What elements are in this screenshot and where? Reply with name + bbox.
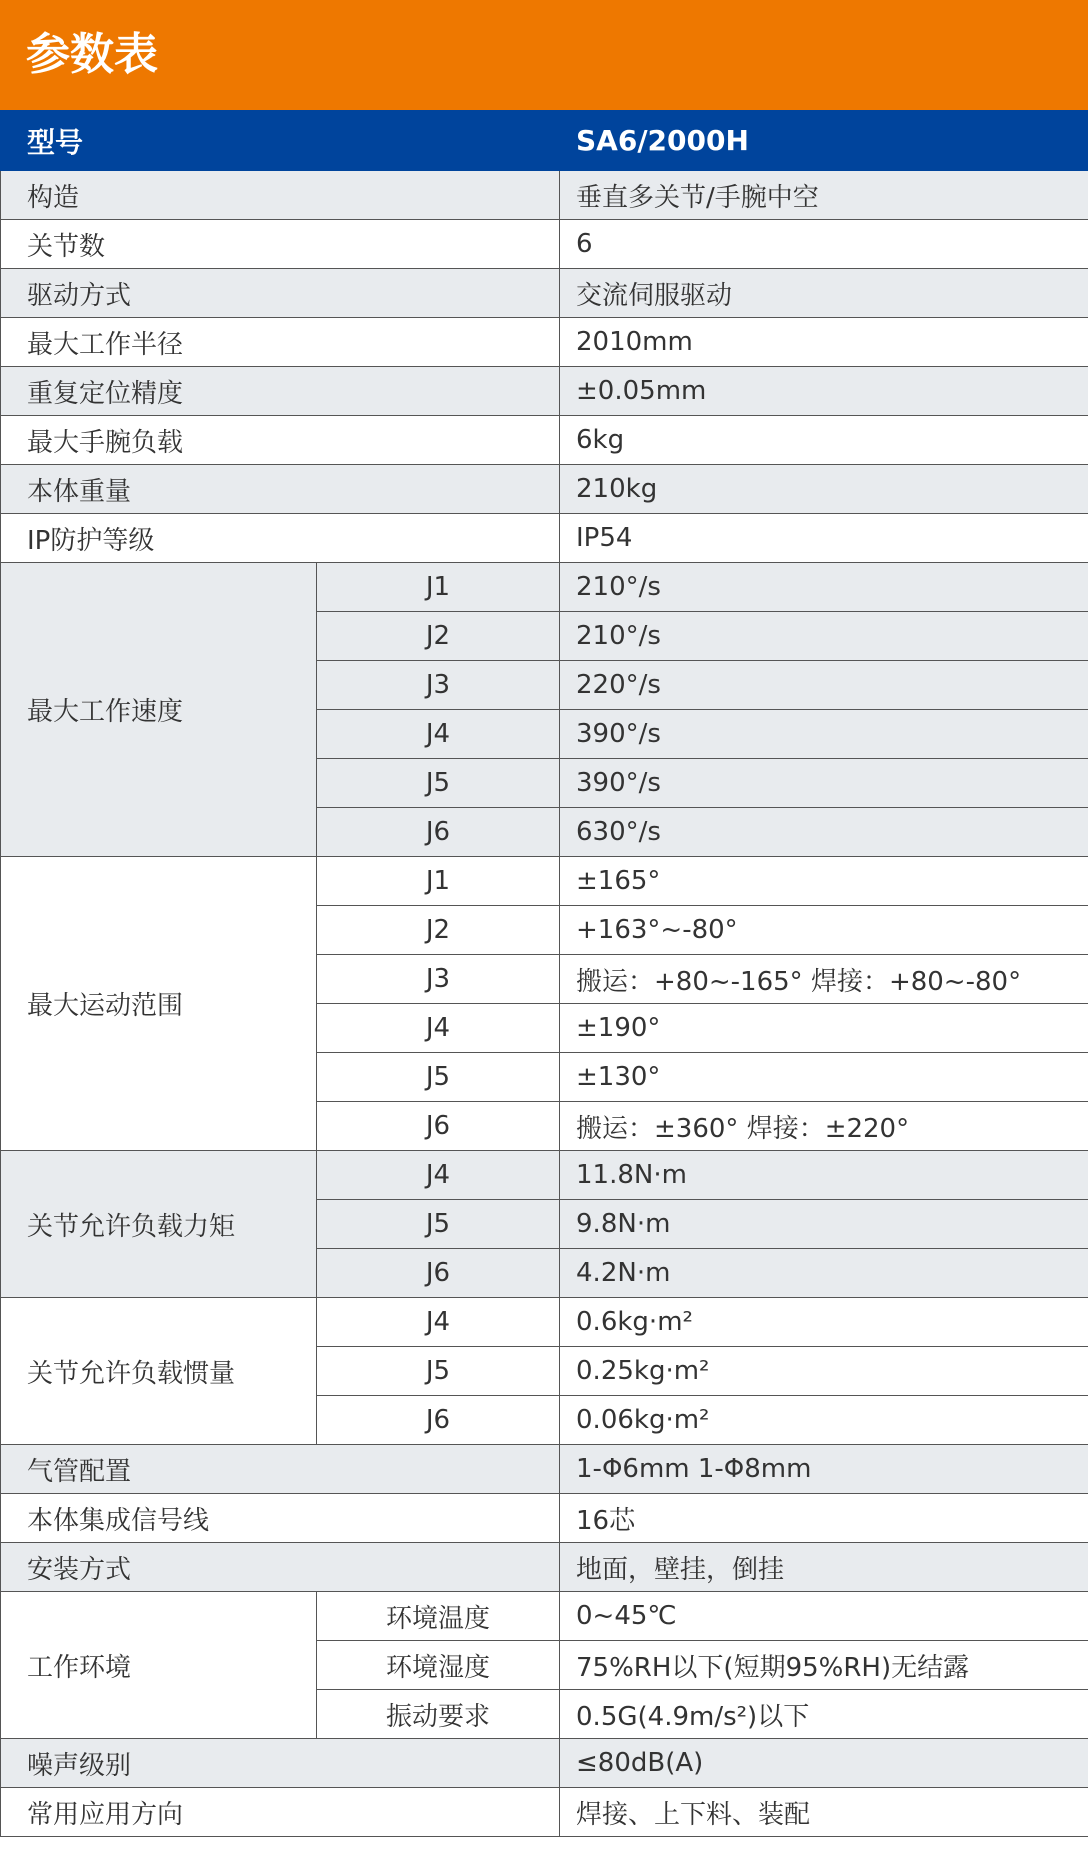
table-row <box>1 1739 1088 1788</box>
param-value: ±165° <box>560 857 1088 906</box>
table-row <box>1 1788 1088 1837</box>
table-row <box>1 1445 1088 1494</box>
param-value: 390°/s <box>560 710 1088 759</box>
param-value: 搬运：±360° 焊接：±220° <box>560 1102 1088 1151</box>
header-label: 型号 <box>1 111 560 171</box>
table-row <box>1 1298 1088 1347</box>
param-sub-label: J6 <box>317 808 560 857</box>
param-value: 焊接、上下料、装配 <box>560 1788 1088 1837</box>
param-value: 390°/s <box>560 759 1088 808</box>
param-label: 安装方式 <box>1 1543 560 1592</box>
param-sub-label: J4 <box>317 710 560 759</box>
table-row <box>1 514 1088 563</box>
param-value: 0.06kg·m² <box>560 1396 1088 1445</box>
param-value: 地面，壁挂，倒挂 <box>560 1543 1088 1592</box>
param-label: 关节允许负载力矩 <box>1 1151 317 1298</box>
param-value: 210kg <box>560 465 1088 514</box>
param-value: 1-Φ6mm 1-Φ8mm <box>560 1445 1088 1494</box>
param-value: ≤80dB(A) <box>560 1739 1088 1788</box>
table-row <box>1 1592 1088 1641</box>
table-header-row <box>1 111 1088 171</box>
table-row <box>1 269 1088 318</box>
param-value: ±190° <box>560 1004 1088 1053</box>
header-value: SA6/2000H <box>560 111 1088 171</box>
param-sub-label: J1 <box>317 857 560 906</box>
table-row <box>1 465 1088 514</box>
table-row <box>1 318 1088 367</box>
param-value: ±130° <box>560 1053 1088 1102</box>
table-row <box>1 171 1088 220</box>
param-sub-label: J3 <box>317 955 560 1004</box>
param-value: 4.2N·m <box>560 1249 1088 1298</box>
param-label: 构造 <box>1 171 560 220</box>
param-label: 工作环境 <box>1 1592 317 1739</box>
param-value: 630°/s <box>560 808 1088 857</box>
param-sub-label: J5 <box>317 759 560 808</box>
table-row <box>1 1151 1088 1200</box>
param-value: 75%RH以下(短期95%RH)无结露 <box>560 1641 1088 1690</box>
param-label: 本体重量 <box>1 465 560 514</box>
param-label: 最大工作半径 <box>1 318 560 367</box>
param-sub-label: 振动要求 <box>317 1690 560 1739</box>
param-value: 220°/s <box>560 661 1088 710</box>
spec-table <box>0 110 1088 1837</box>
param-value: 6 <box>560 220 1088 269</box>
param-label: 重复定位精度 <box>1 367 560 416</box>
param-label: 本体集成信号线 <box>1 1494 560 1543</box>
param-value: 0.6kg·m² <box>560 1298 1088 1347</box>
param-label: IP防护等级 <box>1 514 560 563</box>
param-value: 2010mm <box>560 318 1088 367</box>
param-sub-label: J6 <box>317 1102 560 1151</box>
table-row <box>1 220 1088 269</box>
param-sub-label: J4 <box>317 1298 560 1347</box>
param-sub-label: 环境湿度 <box>317 1641 560 1690</box>
param-value: 16芯 <box>560 1494 1088 1543</box>
param-sub-label: J6 <box>317 1249 560 1298</box>
param-value: +163°~-80° <box>560 906 1088 955</box>
table-row <box>1 857 1088 906</box>
param-value: 交流伺服驱动 <box>560 269 1088 318</box>
table-row <box>1 416 1088 465</box>
param-value: 210°/s <box>560 563 1088 612</box>
param-value: 9.8N·m <box>560 1200 1088 1249</box>
param-label: 气管配置 <box>1 1445 560 1494</box>
param-sub-label: J4 <box>317 1151 560 1200</box>
param-label: 最大运动范围 <box>1 857 317 1151</box>
param-value: IP54 <box>560 514 1088 563</box>
param-label: 噪声级别 <box>1 1739 560 1788</box>
table-row <box>1 563 1088 612</box>
param-label: 驱动方式 <box>1 269 560 318</box>
param-sub-label: J6 <box>317 1396 560 1445</box>
param-label: 常用应用方向 <box>1 1788 560 1837</box>
param-value: 0.25kg·m² <box>560 1347 1088 1396</box>
param-label: 关节允许负载惯量 <box>1 1298 317 1445</box>
page-title: 参数表 <box>0 0 1088 110</box>
param-sub-label: J5 <box>317 1053 560 1102</box>
param-label: 最大手腕负载 <box>1 416 560 465</box>
param-sub-label: J1 <box>317 563 560 612</box>
param-label: 最大工作速度 <box>1 563 317 857</box>
param-value: 210°/s <box>560 612 1088 661</box>
param-value: 搬运：+80~-165° 焊接：+80~-80° <box>560 955 1088 1004</box>
param-value: 0.5G(4.9m/s²)以下 <box>560 1690 1088 1739</box>
param-sub-label: J2 <box>317 612 560 661</box>
param-value: 0~45℃ <box>560 1592 1088 1641</box>
param-sub-label: J3 <box>317 661 560 710</box>
param-value: ±0.05mm <box>560 367 1088 416</box>
param-value: 垂直多关节/手腕中空 <box>560 171 1088 220</box>
param-sub-label: J5 <box>317 1200 560 1249</box>
param-sub-label: J4 <box>317 1004 560 1053</box>
param-sub-label: 环境温度 <box>317 1592 560 1641</box>
param-sub-label: J5 <box>317 1347 560 1396</box>
param-label: 关节数 <box>1 220 560 269</box>
param-sub-label: J2 <box>317 906 560 955</box>
table-row <box>1 367 1088 416</box>
param-value: 11.8N·m <box>560 1151 1088 1200</box>
table-row <box>1 1494 1088 1543</box>
param-value: 6kg <box>560 416 1088 465</box>
table-row <box>1 1543 1088 1592</box>
